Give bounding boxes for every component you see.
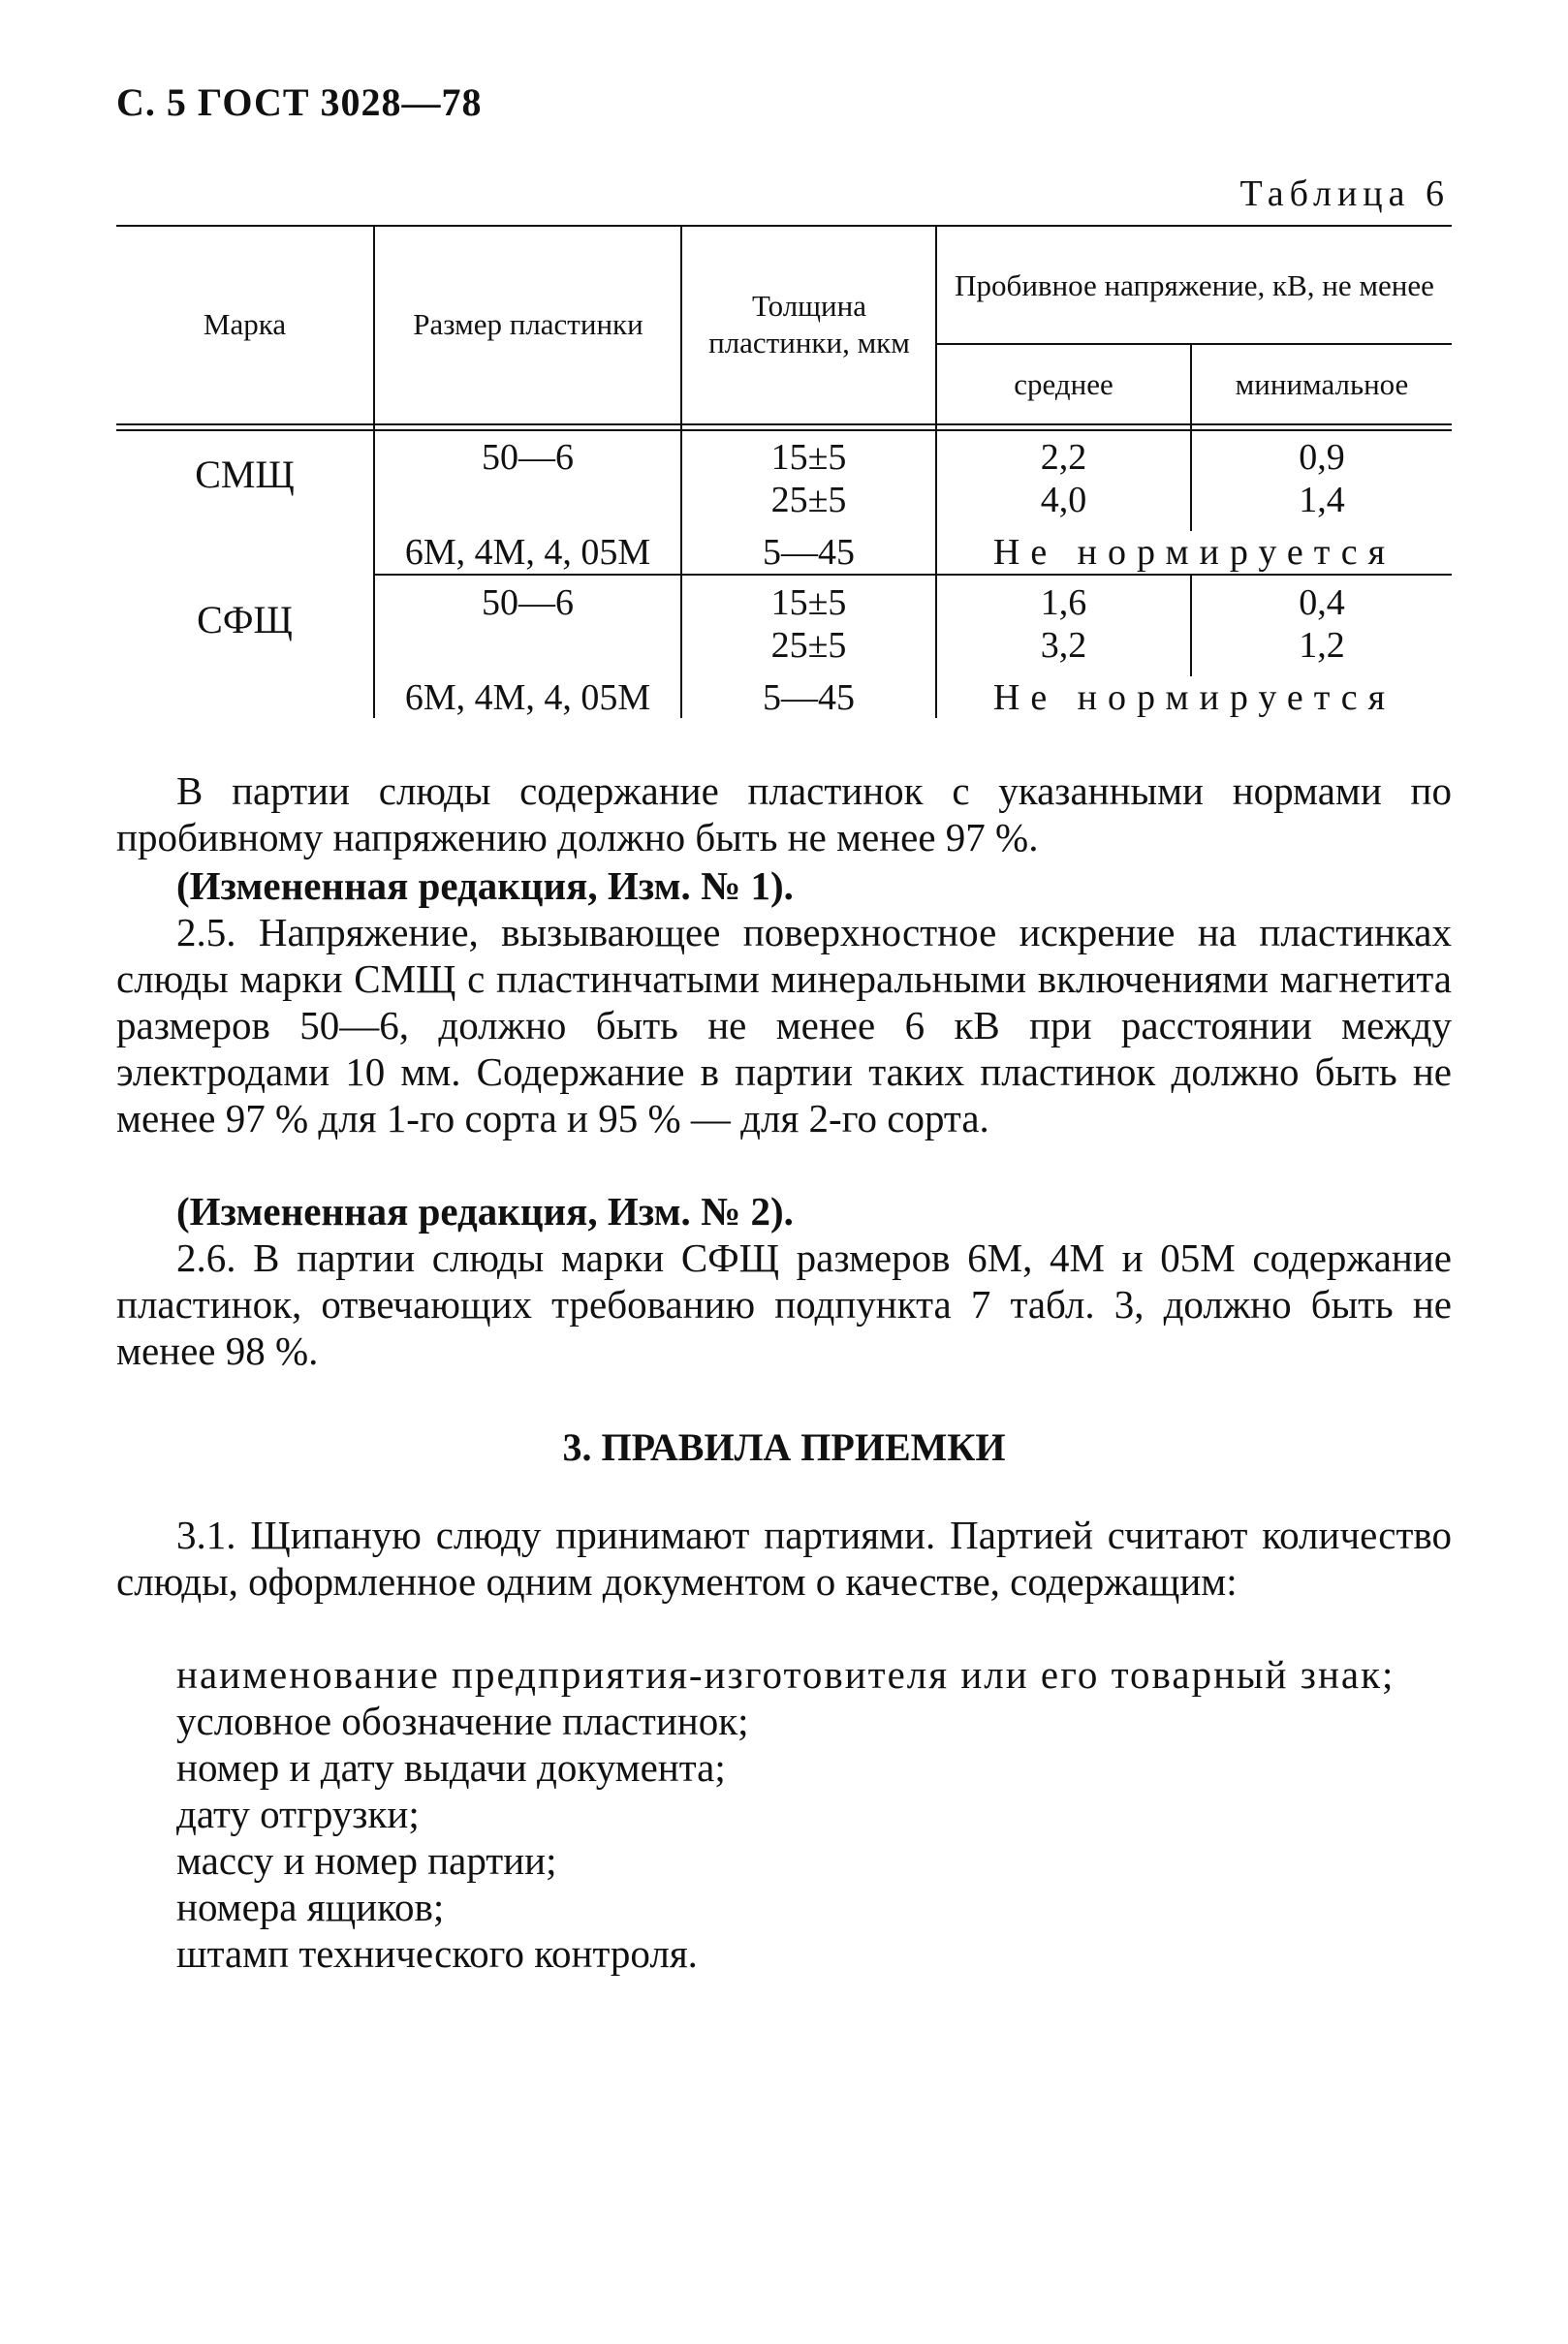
row-mark: СФЩ (197, 598, 293, 641)
row-minimal: 0,9 (1299, 437, 1345, 479)
paragraph-3-1: 3.1. Щипаную слюду принимают партиями. Партией считают количество слюды, оформленное одним документом о качестве, содержащим: (116, 1513, 1452, 1604)
row-thickness-other: 5—45 (763, 677, 855, 719)
table-vline (373, 225, 375, 429)
table-vline (680, 225, 682, 429)
header-minimal: минимальное (1235, 366, 1409, 401)
row-average: 3,2 (1040, 625, 1087, 667)
list-item: наименование предприятия-изготовителя или его товарный знак; (176, 1652, 1396, 1697)
row-mark: СМЩ (195, 453, 295, 496)
row-average: 1,6 (1040, 582, 1087, 624)
list-item: условное обозначение пластинок; (176, 1699, 749, 1743)
list-item: номер и дату выдачи документа; (176, 1745, 726, 1790)
paragraph-2-6: 2.6. В партии слюды марки СФЩ размеров 6М, 4М и 05М содержание пластинок, отвечающих требованию подпункта 7 табл. 3, должно быть не менее 98 %. (116, 1235, 1452, 1373)
row-average: 2,2 (1040, 437, 1087, 479)
paragraph-1: В партии слюды содержание пластинок с указанными нормами по пробивному напряжению должно быть не менее 97 %. (116, 768, 1452, 859)
table-header-rule-1 (116, 423, 1452, 425)
row-minimal: 1,4 (1299, 480, 1345, 521)
table-header-rule-2 (116, 429, 1452, 431)
row-thickness: 15±5 (770, 582, 847, 624)
row-size: 50—6 (482, 437, 574, 479)
row-not-normed: Не нормируется (992, 677, 1396, 719)
list-item: массу и номер партии; (176, 1838, 557, 1883)
row-thickness: 15±5 (770, 437, 847, 479)
row-not-normed: Не нормируется (992, 532, 1396, 574)
list-item: номера ящиков; (176, 1885, 445, 1929)
document-contents-list (116, 1651, 1452, 1977)
row-size-other: 6М, 4М, 4, 05М (404, 677, 651, 719)
row-thickness-other: 5—45 (763, 532, 855, 574)
header-voltage: Пробивное напряжение, кВ, не менее (955, 267, 1434, 302)
header-mark: Марка (203, 306, 287, 341)
header-average: среднее (1014, 366, 1113, 401)
table-caption: Таблица 6 (1239, 173, 1450, 214)
section-title: 3. ПРАВИЛА ПРИЕМКИ (562, 1425, 1006, 1469)
row-minimal: 1,2 (1299, 625, 1345, 667)
row-minimal: 0,4 (1299, 582, 1345, 624)
running-head: С. 5 ГОСТ 3028—78 (116, 80, 483, 124)
header-size: Размер пластинки (413, 306, 643, 341)
row-average: 4,0 (1040, 480, 1087, 521)
row-size-other: 6М, 4М, 4, 05М (404, 532, 651, 574)
list-item: штамп технического контроля. (176, 1931, 698, 1976)
header-thickness: Толщина пластинки, мкм (708, 289, 910, 359)
row-size: 50—6 (482, 582, 574, 624)
edit-note-1: (Измененная редакция, Изм. № 1). (176, 863, 794, 908)
row-thickness: 25±5 (770, 480, 847, 521)
list-item: дату отгрузки; (176, 1792, 420, 1836)
row-thickness: 25±5 (770, 625, 847, 667)
edit-note-2: (Измененная редакция, Изм. № 2). (176, 1189, 794, 1234)
table-6 (116, 225, 1452, 729)
paragraph-2-5: 2.5. Напряжение, вызывающее поверхностное искрение на пластинках слюды марки СМЩ с пластинчатыми минеральными включениями магнетита размеров 50—6, должно быть не менее 6 кВ при расстоянии между электродами 10 мм. Содержание в партии таких пластинок должно быть не менее 97 % для 1-го сорта и 95 % — для 2-го сорта. (116, 910, 1452, 1141)
